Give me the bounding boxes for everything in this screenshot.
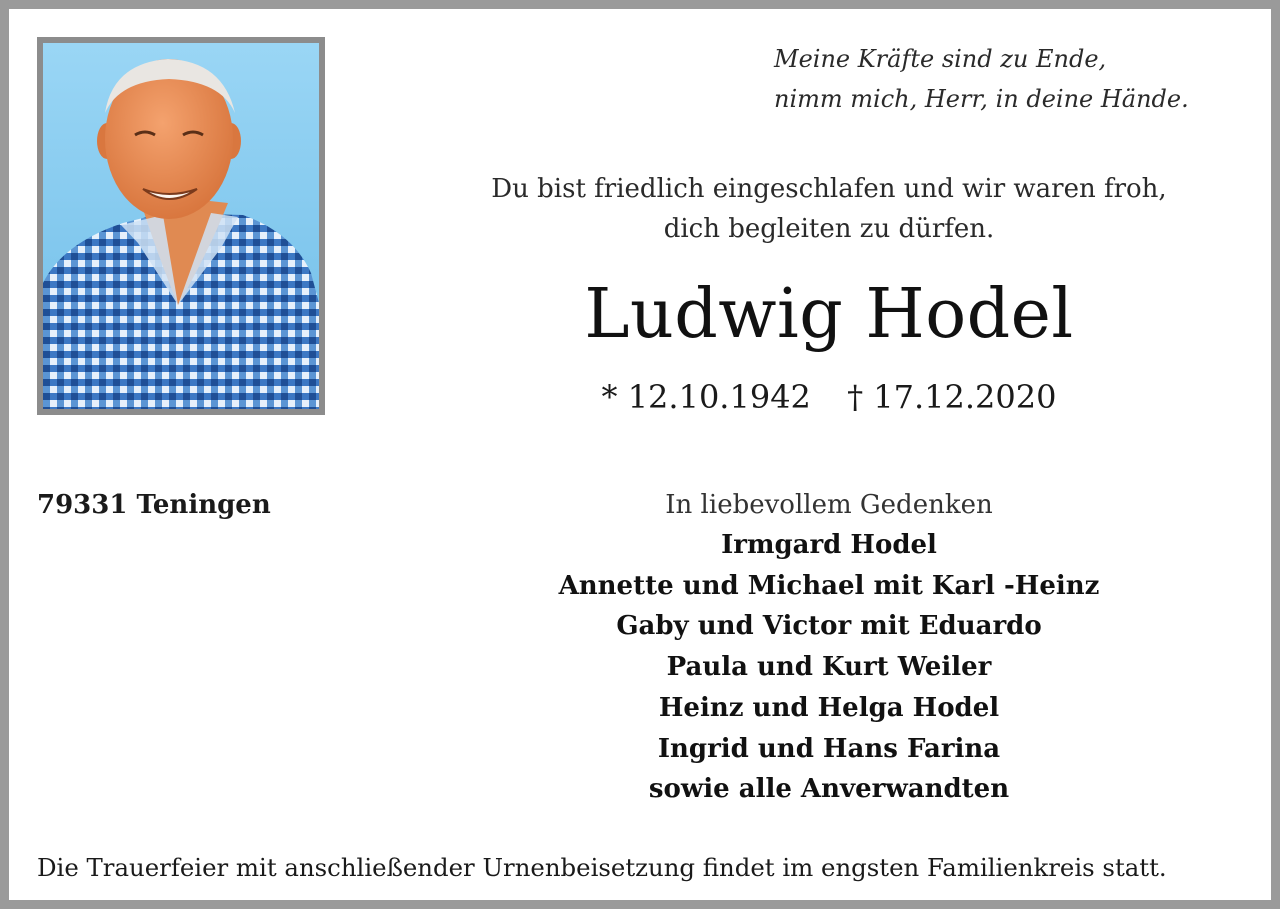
family-member: Irmgard Hodel xyxy=(721,530,937,560)
family-member: Ingrid und Hans Farina xyxy=(657,733,1001,764)
portrait-photo xyxy=(37,37,325,415)
bible-verse xyxy=(774,39,1189,119)
family-member: Annette und Michael mit Karl -Heinz xyxy=(558,570,1100,601)
verse-line-2: nimm mich, Herr, in deine Hände. xyxy=(774,85,1189,113)
funeral-notice: Die Trauerfeier mit anschließender Urnenbeisetzung findet im engsten Familienkreis statt. xyxy=(37,853,1167,882)
intro-text xyxy=(429,169,1229,249)
location: 79331 Teningen xyxy=(37,490,271,520)
intro-line-2: dich begleiten zu dürfen. xyxy=(663,214,995,244)
deceased-name: Ludwig Hodel xyxy=(584,275,1074,354)
family-member: sowie alle Anverwandten xyxy=(648,774,1010,805)
death-date: † 17.12.2020 xyxy=(847,378,1057,416)
life-dates xyxy=(429,375,1229,419)
memoriam-heading: In liebevollem Gedenken xyxy=(665,490,993,520)
family-list xyxy=(429,525,1229,810)
family-member: Gaby und Victor mit Eduardo xyxy=(616,611,1042,642)
family-member: Paula und Kurt Weiler xyxy=(666,652,992,683)
verse-line-1: Meine Kräfte sind zu Ende, xyxy=(774,45,1107,73)
birth-date: * 12.10.1942 xyxy=(601,378,811,416)
family-member: Heinz und Helga Hodel xyxy=(658,692,1000,723)
intro-line-1: Du bist friedlich eingeschlafen und wir waren froh, xyxy=(491,174,1167,204)
